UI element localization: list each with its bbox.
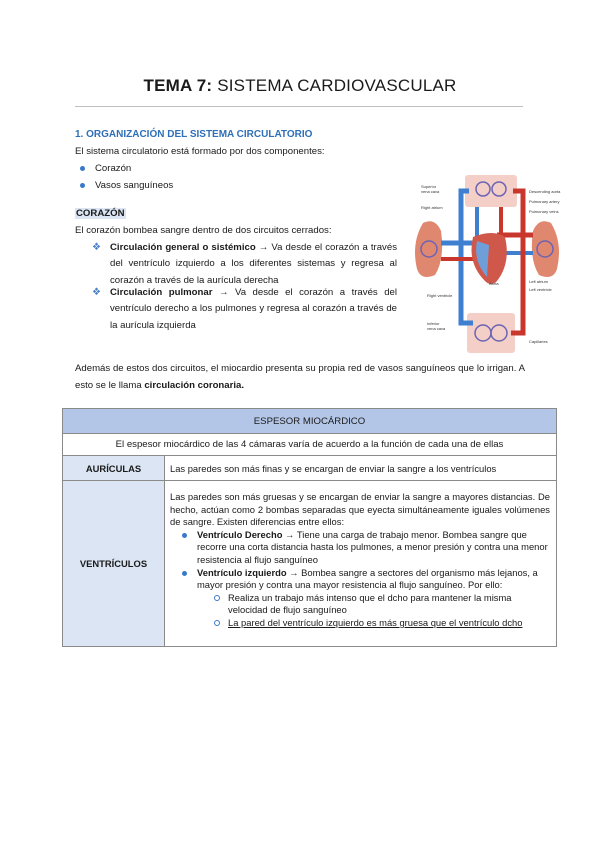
corazon-intro: El corazón bombea sangre dentro de dos circuitos cerrados: (75, 225, 332, 236)
diagram-label: Descending aorta (529, 189, 561, 194)
diagram-label: Inferior (427, 321, 440, 326)
table-subheader: El espesor miocárdico de las 4 cámaras varía de acuerdo a la función de cada una de ellas (63, 434, 556, 456)
diagram-label: Right ventricle (427, 293, 453, 298)
diagram-label: Right atrium (421, 205, 443, 210)
diamond-bullet-icon: ❖ (92, 287, 101, 298)
circle-bullet-icon (214, 620, 220, 626)
row-text: Las paredes son más finas y se encargan de enviar la sangre a los ventrículos (170, 462, 497, 474)
ventricles-intro: Las paredes son más gruesas y se encargan de enviar la sangre a mayores distancias. De hecho, actúan como 2 bombas separadas que eyecta simultáneamente iguales volúmenes de sangre. Existen diferencias entre ellos: (170, 491, 550, 528)
diagram-label: vena cava (421, 189, 440, 194)
list-item: Corazón (80, 160, 173, 177)
title-number: TEMA 7: (143, 76, 213, 95)
section-heading: 1. ORGANIZACIÓN DEL SISTEMA CIRCULATORIO (75, 129, 313, 140)
list-item: Vasos sanguíneos (80, 177, 173, 194)
diagram-label: vena cava (427, 326, 446, 331)
table-row (63, 481, 556, 646)
diagram-label: Left ventricle (529, 287, 552, 292)
circuit-item (92, 240, 397, 289)
coronary-term: circulación coronaria. (144, 379, 245, 391)
corazon-heading: CORAZÓN (76, 208, 125, 219)
upper-capillary-bed (465, 175, 517, 207)
page-title (0, 76, 600, 96)
bullet-icon (182, 571, 187, 576)
sub-list-item: La pared del ventrículo izquierdo es más gruesa que el ventrículo dcho (170, 617, 550, 630)
bullet-icon (80, 166, 85, 171)
list-item: Ventrículo izquierdo → Bombea sangre a sectores del organismo más lejanos, a mayor presión y contra una mayor resistencia al flujo sanguíneo. Por ello: (170, 567, 550, 592)
bullet-icon (182, 533, 187, 538)
circle-bullet-icon (214, 595, 220, 601)
title-text: SISTEMA CARDIOVASCULAR (212, 76, 457, 95)
myocardial-thickness-table (62, 408, 557, 647)
diagram-label: Pulmonary veins (529, 209, 559, 214)
circuit-item (92, 285, 397, 334)
diagram-label: Left atrium (529, 279, 548, 284)
circuit-text: → Va desde el corazón a través del ventrículo derecho a los pulmones y regresa al corazón a través de la aurícula izquierda (110, 287, 397, 331)
circuit-text: → Va desde el corazón a través del ventrículo izquierdo a los diferentes sistemas y regresa al corazón a través de la aurícula derecha (110, 242, 397, 286)
section-intro: El sistema circulatorio está formado por dos componentes: (75, 146, 325, 157)
table-row (63, 456, 556, 481)
circuit-name: Circulación general o sistémico (110, 242, 256, 253)
sub-list-item: Realiza un trabajo más intenso que el dcho para mantener la misma velocidad de flujo sanguíneo (170, 592, 550, 617)
table-header: ESPESOR MIOCÁRDICO (63, 409, 556, 434)
circulation-diagram-svg (407, 173, 567, 359)
diagram-label: Capillaries (529, 339, 548, 344)
title-divider (75, 106, 523, 107)
diagram-label: Aorta (489, 281, 499, 286)
list-item: Ventrículo Derecho → Tiene una carga de trabajo menor. Bombea sangre que recorre una corta distancia hasta los pulmones, a menor presión y contra una menor resistencia al flujo sanguíneo (170, 529, 550, 567)
row-content (170, 481, 550, 646)
bullet-icon (80, 183, 85, 188)
coronary-paragraph: Además de estos dos circuitos, el miocardio presenta su propia red de vasos sanguíneos que lo irrigan. A esto se le llama circulación coronaria. (75, 363, 525, 391)
row-label: VENTRÍCULOS (63, 481, 165, 646)
diamond-bullet-icon: ❖ (92, 242, 101, 253)
components-list (80, 160, 173, 194)
circulation-diagram (407, 173, 567, 359)
circuit-name: Circulación pulmonar (110, 287, 213, 298)
row-label: AURÍCULAS (63, 456, 165, 480)
diagram-label: Superior (421, 184, 437, 189)
diagram-label: Pulmonary artery (529, 199, 560, 204)
